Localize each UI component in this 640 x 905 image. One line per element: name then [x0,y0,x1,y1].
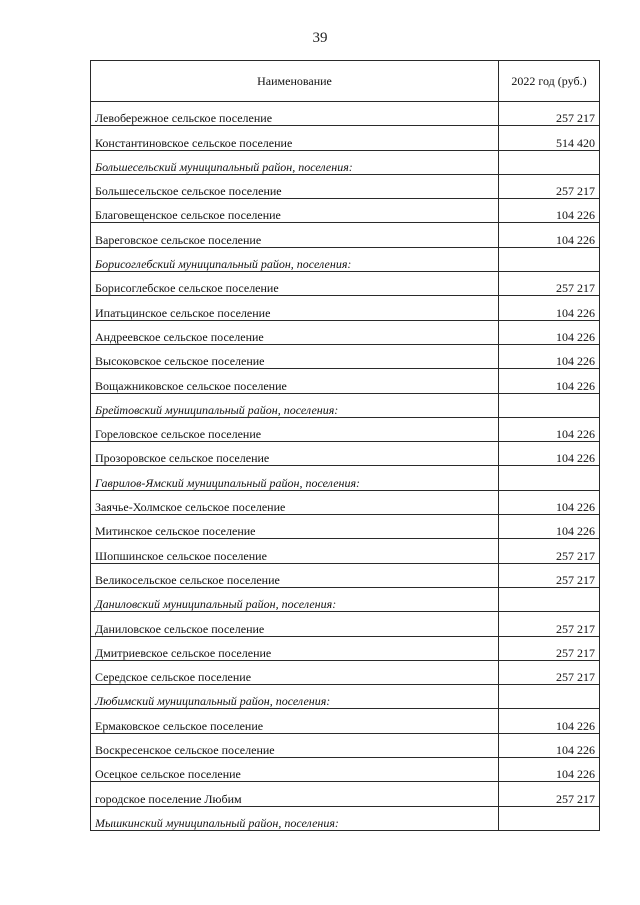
table-header-row [91,61,600,102]
amount-cell [499,150,600,174]
table-row [91,344,600,368]
settlement-name-cell: Благовещенское сельское поселение [91,199,499,223]
settlement-name-cell: Вареговское сельское поселение [91,223,499,247]
district-group-row [91,150,600,174]
district-group-row [91,393,600,417]
amount-cell: 257 217 [499,539,600,563]
settlement-name-cell: Большесельское сельское поселение [91,174,499,198]
district-group-row [91,247,600,271]
table-row [91,272,600,296]
table-row [91,223,600,247]
settlement-name-cell: Шопшинское сельское поселение [91,539,499,563]
settlement-name-cell: Дмитриевское сельское поселение [91,636,499,660]
table-row [91,515,600,539]
district-name-cell: Мышкинский муниципальный район, поселения: [91,806,499,830]
table-row [91,709,600,733]
table-row [91,563,600,587]
settlement-name-cell: Борисоглебское сельское поселение [91,272,499,296]
amount-cell: 257 217 [499,102,600,126]
amount-cell: 257 217 [499,563,600,587]
amount-cell: 257 217 [499,174,600,198]
table-row [91,539,600,563]
amount-cell: 257 217 [499,636,600,660]
table-row [91,758,600,782]
amount-cell: 514 420 [499,126,600,150]
settlement-name-cell: городское поселение Любим [91,782,499,806]
settlement-name-cell: Великосельское сельское поселение [91,563,499,587]
district-name-cell: Борисоглебский муниципальный район, поселения: [91,247,499,271]
amount-cell: 104 226 [499,344,600,368]
amount-cell: 104 226 [499,758,600,782]
settlement-name-cell: Высоковское сельское поселение [91,344,499,368]
settlement-name-cell: Вощажниковское сельское поселение [91,369,499,393]
table-row [91,199,600,223]
settlement-name-cell: Митинское сельское поселение [91,515,499,539]
table-row [91,660,600,684]
amount-cell: 104 226 [499,709,600,733]
district-group-row [91,806,600,830]
amount-cell [499,247,600,271]
settlement-name-cell: Ермаковское сельское поселение [91,709,499,733]
settlement-name-cell: Середское сельское поселение [91,660,499,684]
table-row [91,490,600,514]
table-row [91,442,600,466]
table-row [91,174,600,198]
amount-cell: 104 226 [499,369,600,393]
table-row [91,782,600,806]
amount-cell: 104 226 [499,490,600,514]
district-name-cell: Брейтовский муниципальный район, поселения: [91,393,499,417]
amount-cell: 104 226 [499,199,600,223]
table-row [91,320,600,344]
district-name-cell: Даниловский муниципальный район, поселения: [91,587,499,611]
settlement-name-cell: Даниловское сельское поселение [91,612,499,636]
amount-cell: 104 226 [499,442,600,466]
budget-table [90,60,600,831]
page-number: 39 [312,30,328,46]
amount-cell: 257 217 [499,660,600,684]
table-row [91,612,600,636]
amount-cell: 104 226 [499,223,600,247]
settlement-name-cell: Заячье-Холмское сельское поселение [91,490,499,514]
table-row [91,296,600,320]
table-body [91,102,600,831]
district-group-row [91,685,600,709]
table-row [91,126,600,150]
amount-cell [499,466,600,490]
amount-cell [499,806,600,830]
amount-cell: 257 217 [499,782,600,806]
table-row [91,636,600,660]
table-row [91,733,600,757]
amount-cell [499,587,600,611]
settlement-name-cell: Ипатьцинское сельское поселение [91,296,499,320]
settlement-name-cell: Осецкое сельское поселение [91,758,499,782]
amount-cell: 104 226 [499,417,600,441]
district-group-row [91,466,600,490]
table-row [91,369,600,393]
amount-cell [499,393,600,417]
settlement-name-cell: Константиновское сельское поселение [91,126,499,150]
table-row [91,102,600,126]
name-column-header: Наименование [91,61,499,102]
district-name-cell: Большесельский муниципальный район, поселения: [91,150,499,174]
settlement-name-cell: Воскресенское сельское поселение [91,733,499,757]
district-name-cell: Любимский муниципальный район, поселения: [91,685,499,709]
settlement-name-cell: Левобережное сельское поселение [91,102,499,126]
amount-cell: 104 226 [499,733,600,757]
amount-cell: 104 226 [499,296,600,320]
amount-cell: 104 226 [499,320,600,344]
amount-cell [499,685,600,709]
settlement-name-cell: Андреевское сельское поселение [91,320,499,344]
amount-cell: 257 217 [499,272,600,296]
amount-cell: 257 217 [499,612,600,636]
table-row [91,417,600,441]
value-column-header: 2022 год (руб.) [499,61,600,102]
settlement-name-cell: Прозоровское сельское поселение [91,442,499,466]
district-name-cell: Гаврилов-Ямский муниципальный район, поселения: [91,466,499,490]
district-group-row [91,587,600,611]
settlement-name-cell: Гореловское сельское поселение [91,417,499,441]
amount-cell: 104 226 [499,515,600,539]
